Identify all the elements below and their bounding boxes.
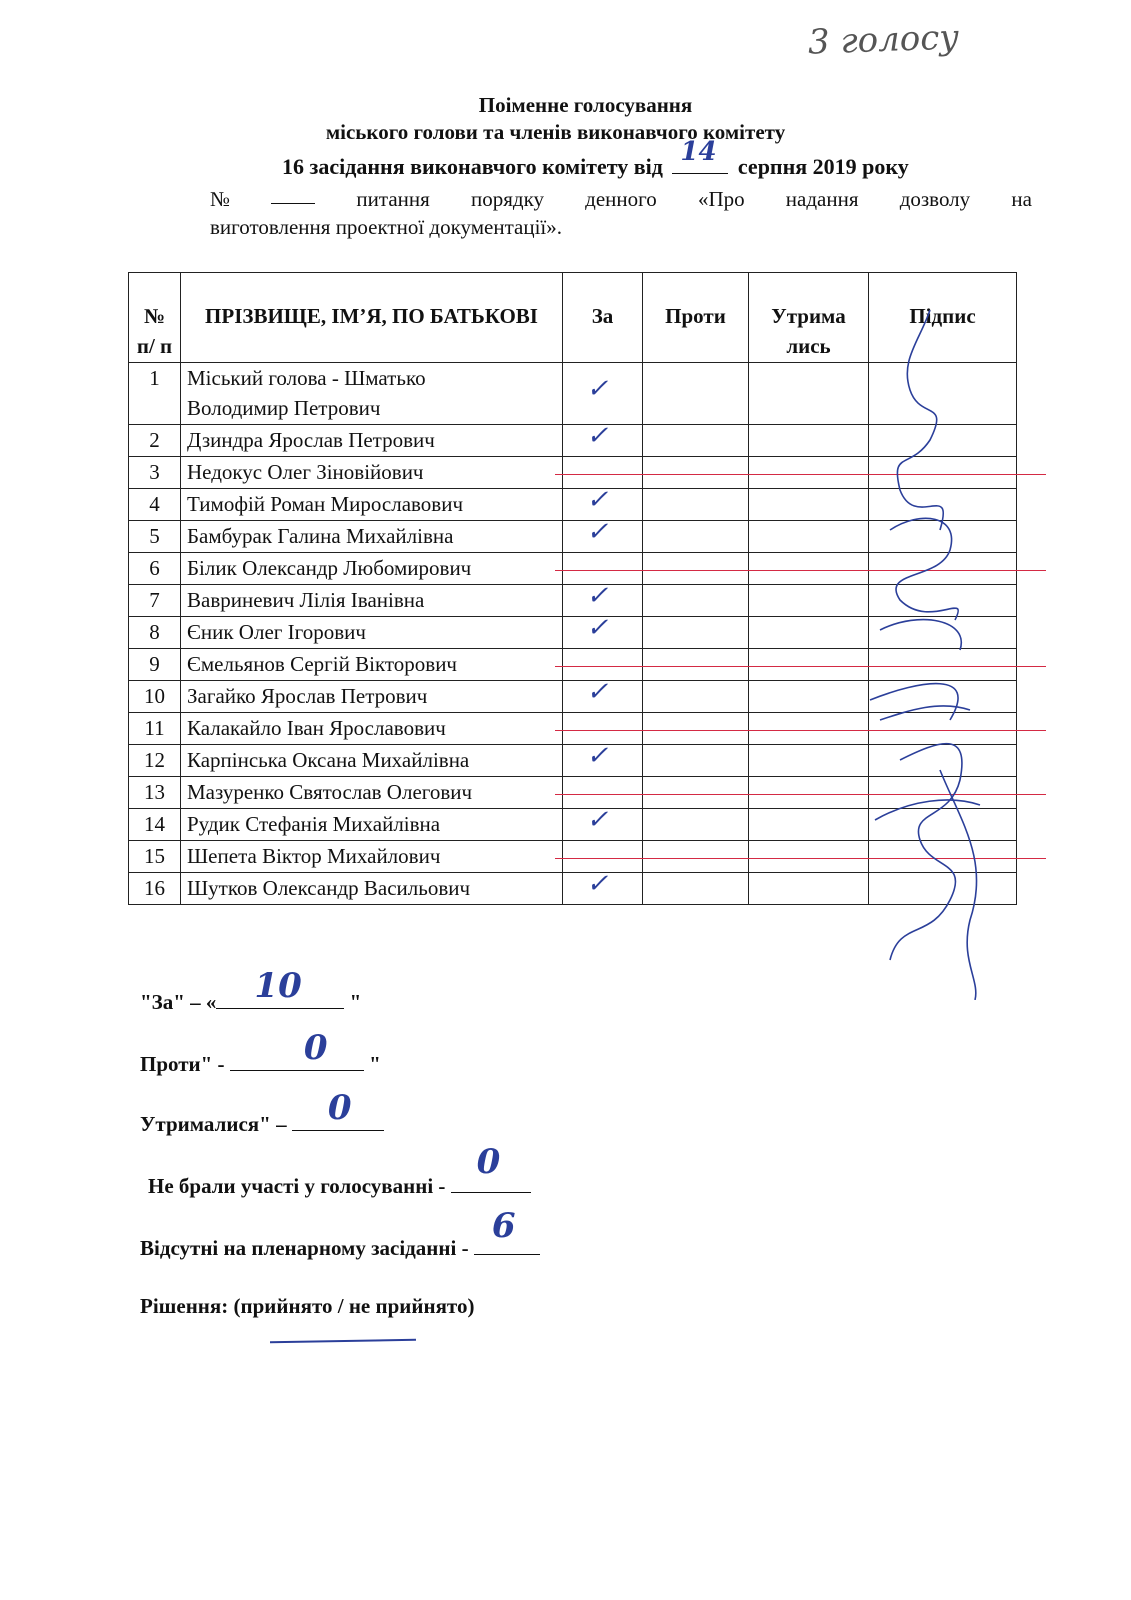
row-name: Дзиндра Ярослав Петрович bbox=[181, 425, 563, 457]
summary-for bbox=[140, 966, 362, 1015]
summary-not-participated-value: 0 bbox=[476, 1142, 501, 1182]
agenda-word: на bbox=[1011, 187, 1032, 211]
row-name: Шепета Віктор Михайлович bbox=[181, 841, 563, 873]
cell-abstained bbox=[749, 777, 869, 809]
summary-not-participated-label: Не брали участі у голосуванні - bbox=[148, 1174, 451, 1198]
agenda-word: дозволу bbox=[899, 187, 971, 211]
agenda-no-sign: № bbox=[210, 187, 231, 211]
summary-absent bbox=[140, 1206, 540, 1261]
cell-abstained bbox=[749, 649, 869, 681]
signature-stroke bbox=[890, 744, 962, 960]
cell-against bbox=[643, 681, 749, 713]
row-num: 5 bbox=[129, 521, 181, 553]
doc-title-line2: міського голови та членів виконавчого комітету bbox=[325, 120, 786, 144]
row-name: Єник Олег Ігорович bbox=[181, 617, 563, 649]
summary-against-tail: " bbox=[363, 1052, 381, 1076]
summary-absent-value: 6 bbox=[491, 1206, 516, 1246]
summary-for-tail: " bbox=[344, 990, 362, 1014]
cell-against bbox=[643, 745, 749, 777]
summary-against-label: Проти" - bbox=[140, 1052, 230, 1076]
row-num: 16 bbox=[129, 873, 181, 905]
date-field bbox=[672, 137, 728, 174]
cell-abstained bbox=[749, 617, 869, 649]
signature-stroke bbox=[875, 706, 980, 820]
row-name bbox=[181, 363, 563, 425]
row-name: Калакайло Іван Ярославович bbox=[181, 713, 563, 745]
header-signature: Підпис bbox=[869, 273, 1017, 363]
cell-abstained bbox=[749, 713, 869, 745]
vote-check-mark: ✓ bbox=[586, 868, 609, 898]
title-suffix: серпня 2019 року bbox=[737, 154, 909, 179]
agenda-word: питання bbox=[356, 187, 430, 211]
summary-abstained-blank bbox=[292, 1088, 384, 1131]
summary-absent-label: Відсутні на пленарному засіданні - bbox=[140, 1236, 474, 1260]
row-num: 8 bbox=[129, 617, 181, 649]
vote-check-mark: ✓ bbox=[586, 612, 609, 642]
title-prefix: 16 засідання виконавчого комітету від bbox=[282, 154, 663, 179]
header-abstained: Утрима лись bbox=[749, 273, 869, 363]
cell-abstained bbox=[749, 745, 869, 777]
cell-against bbox=[643, 873, 749, 905]
header-name: ПРІЗВИЩЕ, ІМ’Я, ПО БАТЬКОВІ bbox=[181, 273, 563, 363]
doc-title-line3 bbox=[282, 137, 909, 180]
vote-check-mark: ✓ bbox=[586, 373, 609, 403]
row-name: Мазуренко Святослав Олегович bbox=[181, 777, 563, 809]
row-num: 14 bbox=[129, 809, 181, 841]
row-num: 11 bbox=[129, 713, 181, 745]
vote-check-mark: ✓ bbox=[586, 420, 609, 450]
cell-against bbox=[643, 521, 749, 553]
row-num: 4 bbox=[129, 489, 181, 521]
cell-abstained bbox=[749, 809, 869, 841]
header-against: Проти bbox=[643, 273, 749, 363]
cell-against bbox=[643, 363, 749, 425]
row-num: 3 bbox=[129, 457, 181, 489]
agenda-word: денного bbox=[585, 187, 657, 211]
header-num: № п/ п bbox=[129, 273, 181, 363]
row-name: Загайко Ярослав Петрович bbox=[181, 681, 563, 713]
row-name-line2: Володимир Петрович bbox=[187, 396, 381, 420]
agenda-word: порядку bbox=[470, 187, 544, 211]
cell-against bbox=[643, 489, 749, 521]
summary-against-blank bbox=[230, 1028, 364, 1071]
cell-against bbox=[643, 809, 749, 841]
row-name: Тимофій Роман Мирославович bbox=[181, 489, 563, 521]
cell-abstained bbox=[749, 585, 869, 617]
cell-against bbox=[643, 649, 749, 681]
row-name: Білик Олександр Любомирович bbox=[181, 553, 563, 585]
vote-check-mark: ✓ bbox=[586, 484, 609, 514]
signature-stroke bbox=[870, 620, 961, 720]
row-num: 1 bbox=[129, 363, 181, 425]
summary-against bbox=[140, 1028, 381, 1077]
summary-not-participated bbox=[148, 1142, 531, 1199]
row-num: 9 bbox=[129, 649, 181, 681]
agenda-word: надання bbox=[785, 187, 859, 211]
vote-check-mark: ✓ bbox=[586, 740, 609, 770]
vote-check-mark: ✓ bbox=[586, 580, 609, 610]
summary-for-label: "За" – « bbox=[140, 990, 217, 1014]
date-day-handwritten: 14 bbox=[680, 137, 717, 167]
vote-check-mark: ✓ bbox=[586, 516, 609, 546]
cell-abstained bbox=[749, 681, 869, 713]
cell-against bbox=[643, 841, 749, 873]
row-name: Шутков Олександр Васильович bbox=[181, 873, 563, 905]
cell-abstained bbox=[749, 841, 869, 873]
cell-against bbox=[643, 713, 749, 745]
cell-against bbox=[643, 617, 749, 649]
cell-against bbox=[643, 553, 749, 585]
summary-absent-blank bbox=[474, 1206, 540, 1255]
agenda-line1 bbox=[210, 185, 1032, 213]
cell-abstained bbox=[749, 425, 869, 457]
cell-against bbox=[643, 777, 749, 809]
summary-against-value: 0 bbox=[303, 1028, 328, 1068]
cell-abstained bbox=[749, 489, 869, 521]
vote-check-mark: ✓ bbox=[586, 676, 609, 706]
cell-against bbox=[643, 457, 749, 489]
summary-for-value: 10 bbox=[254, 966, 302, 1006]
doc-title-line1: Поіменне голосування bbox=[478, 93, 693, 117]
row-num: 7 bbox=[129, 585, 181, 617]
summary-abstained-label: Утрималися" – bbox=[140, 1112, 292, 1136]
row-name: Недокус Олег Зіновійович bbox=[181, 457, 563, 489]
agenda-line2: виготовлення проектної документації». bbox=[210, 215, 563, 239]
summary-decision: Рішення: (прийнято / не прийнято) bbox=[140, 1294, 475, 1318]
cell-abstained bbox=[749, 457, 869, 489]
row-num: 13 bbox=[129, 777, 181, 809]
cell-abstained bbox=[749, 521, 869, 553]
row-num: 15 bbox=[129, 841, 181, 873]
agenda-word: «Про bbox=[697, 187, 745, 211]
summary-for-blank bbox=[216, 966, 344, 1009]
decision-underline bbox=[270, 1339, 416, 1344]
summary-not-participated-blank bbox=[451, 1142, 531, 1193]
summary-abstained bbox=[140, 1088, 384, 1137]
row-name: Бамбурак Галина Михайлівна bbox=[181, 521, 563, 553]
signature-stroke bbox=[890, 518, 958, 620]
row-name: Ємельянов Сергій Вікторович bbox=[181, 649, 563, 681]
agenda-item bbox=[210, 185, 1032, 241]
row-name-line1: Міський голова - Шматько bbox=[187, 366, 426, 390]
summary-abstained-value: 0 bbox=[327, 1088, 352, 1128]
row-name: Вавриневич Лілія Іванівна bbox=[181, 585, 563, 617]
header-for: За bbox=[563, 273, 643, 363]
cell-abstained bbox=[749, 873, 869, 905]
row-num: 10 bbox=[129, 681, 181, 713]
row-num: 2 bbox=[129, 425, 181, 457]
signatures-scribble bbox=[860, 300, 1060, 1000]
row-num: 6 bbox=[129, 553, 181, 585]
vote-check-mark: ✓ bbox=[586, 804, 609, 834]
cell-against bbox=[643, 425, 749, 457]
signature-stroke bbox=[897, 310, 943, 530]
cell-against bbox=[643, 585, 749, 617]
cell-abstained bbox=[749, 363, 869, 425]
handwritten-note: 3 голосу bbox=[807, 17, 960, 63]
row-num: 12 bbox=[129, 745, 181, 777]
row-name: Карпінська Оксана Михайлівна bbox=[181, 745, 563, 777]
agenda-number-blank bbox=[271, 185, 315, 204]
row-name: Рудик Стефанія Михайлівна bbox=[181, 809, 563, 841]
cell-abstained bbox=[749, 553, 869, 585]
